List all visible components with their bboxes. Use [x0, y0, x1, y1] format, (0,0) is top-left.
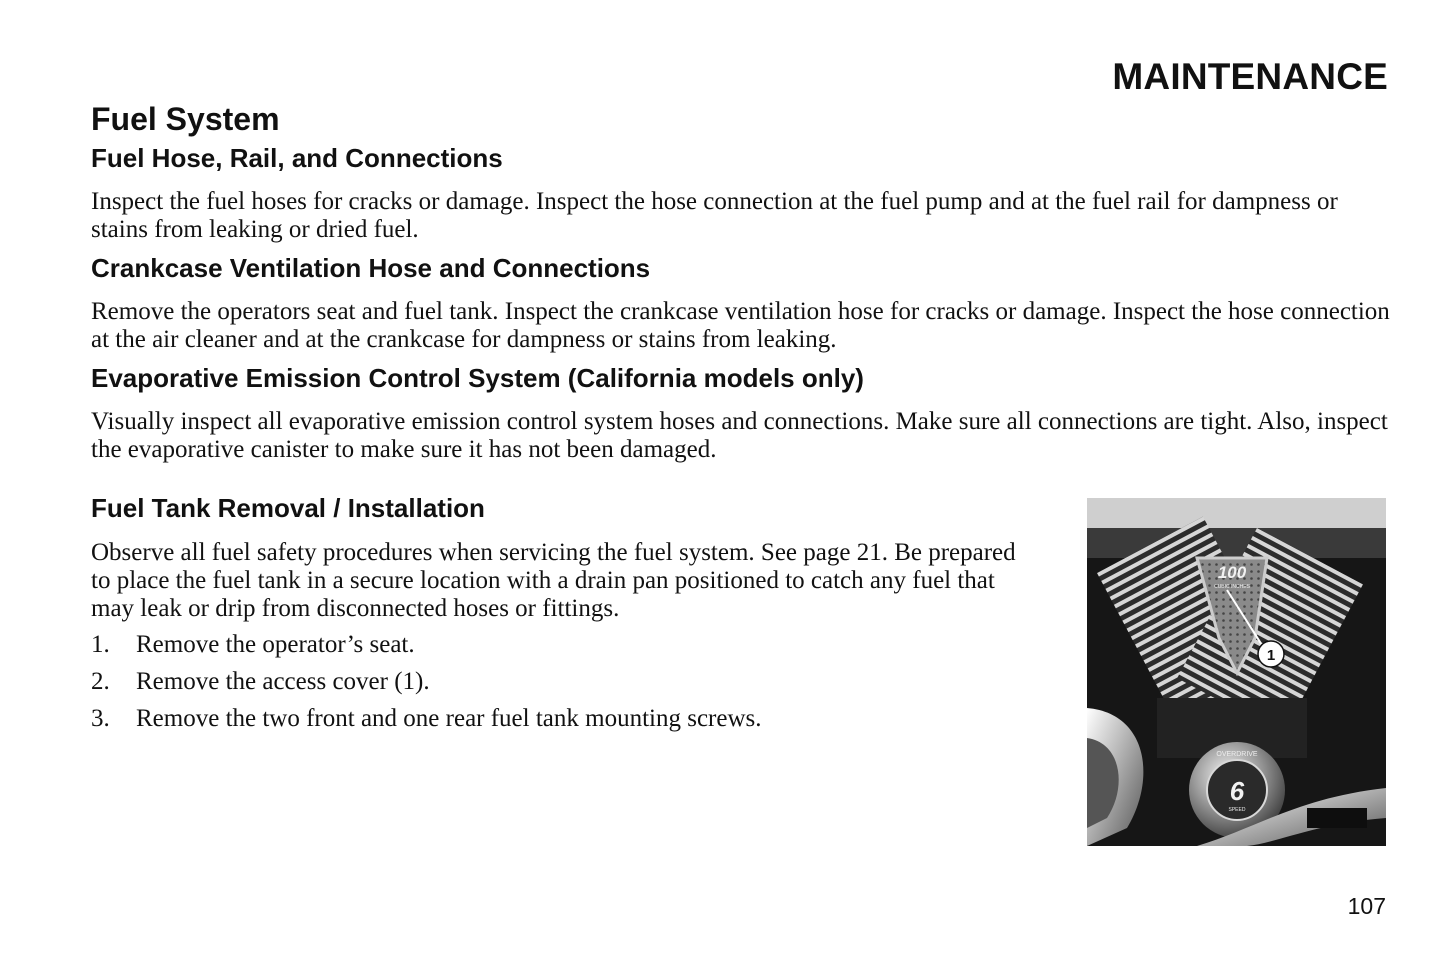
engine-photo: [1087, 498, 1386, 846]
cover-subtext: CUBIC INCHES: [1214, 584, 1250, 590]
step-text: Remove the two front and one rear fuel tank mounting screws.: [136, 705, 762, 732]
cover-badge-text: 100: [1217, 563, 1247, 582]
page-number: 107: [1347, 893, 1386, 919]
step-text: Remove the access cover (1).: [136, 668, 430, 695]
step-item: [91, 630, 762, 667]
step-number: 3.: [91, 705, 110, 732]
step-item: [91, 667, 762, 704]
step-item: [91, 704, 762, 741]
engine-photo-illustration: [1087, 498, 1386, 846]
heading-fuel-hose: Fuel Hose, Rail, and Connections: [91, 143, 503, 173]
step-number: 1.: [91, 631, 110, 658]
heading-evaporative-emission: Evaporative Emission Control System (California models only): [91, 363, 864, 393]
step-text: Remove the operator’s seat.: [136, 631, 415, 658]
paragraph-evaporative-emission: Visually inspect all evaporative emission control system hoses and connections. Make sure all connections are tight. Also, inspect the evaporative canister to make sure it has not been damaged.: [91, 408, 1388, 463]
paragraph-fuel-tank-removal: Observe all fuel safety procedures when servicing the fuel system. See page 21. Be prepared to place the fuel tank in a secure location with a drain pan positioned to catch any fuel that may leak or drip from disconnected hoses or fittings.: [91, 539, 1016, 622]
removal-steps-list: [91, 630, 762, 741]
paragraph-crankcase-ventilation: Remove the operators seat and fuel tank. Inspect the crankcase ventilation hose for cracks or damage. Inspect the hose connection at the air cleaner and at the crankcase for dampness or stains from leaking.: [91, 298, 1390, 353]
chapter-title: MAINTENANCE: [1112, 56, 1388, 97]
callout-number: 1: [1266, 647, 1276, 664]
step-number: 2.: [91, 668, 110, 695]
emblem-subtext: SPEED: [1228, 807, 1246, 813]
heading-fuel-tank-removal: Fuel Tank Removal / Installation: [91, 493, 485, 523]
emblem-ring-text: OVERDRIVE: [1216, 751, 1258, 758]
section-title: Fuel System: [91, 101, 280, 137]
emblem-digit: 6: [1229, 776, 1245, 806]
paragraph-fuel-hose: Inspect the fuel hoses for cracks or damage. Inspect the hose connection at the fuel pump and at the fuel rail for dampness or stains from leaking or dried fuel.: [91, 188, 1338, 243]
heading-crankcase-ventilation: Crankcase Ventilation Hose and Connections: [91, 253, 651, 283]
